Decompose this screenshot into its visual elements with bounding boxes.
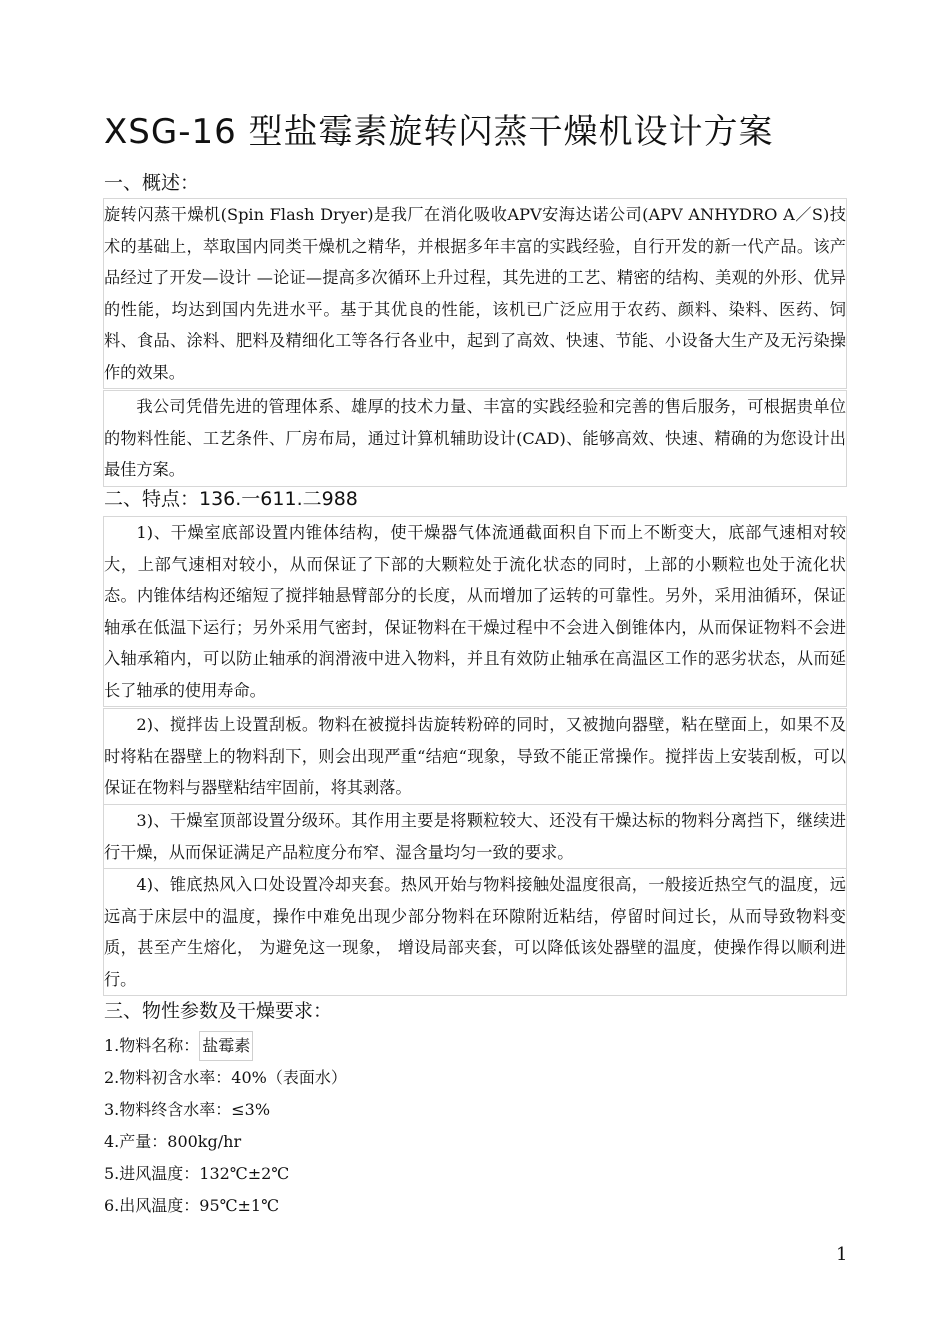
page-number: 1 [836, 1244, 848, 1265]
param-item: 4.产量：800kg/hr [104, 1132, 242, 1151]
overview-heading: 一、概述： [104, 172, 200, 194]
param-item: 2.物料初含水率：40%（表面水） [104, 1068, 347, 1087]
feature-item: 4)、锥底热风入口处设置冷却夹套。热风开始与物料接触处温度很高，一般接近热空气的温度，远远高于床层中的温度，操作中难免出现少部分物料在环隙附近粘结，停留时间过长，从而导致物料变质，甚至产生熔化， 为避免这一现象， 增设局部夹套，可以降低该处器壁的温度，使操作得以顺利进行。 [103, 868, 847, 996]
overview-paragraph-1: 旋转闪蒸干燥机(Spin Flash Dryer)是我厂在消化吸收APV安海达诺公司(APV ANHYDRO A／S)技术的基础上，萃取国内同类干燥机之精华，并根据多年丰富的实践经验，自行开发的新一代产品。该产品经过了开发—设计 —论证—提高多次循环上升过程，其先进的工艺、精密的结构、美观的外形、优异的性能，均达到国内先进水平。基于其优良的性能，该机已广泛应用于农药、颜料、染料、医药、饲料、食品、涂料、肥料及精细化工等各行各业中，起到了高效、快速、节能、小设备大生产及无污染操作的效果。 [103, 198, 847, 389]
param-item: 5.进风温度：132℃±2℃ [104, 1164, 290, 1183]
overview-paragraph-2: 我公司凭借先进的管理体系、雄厚的技术力量、丰富的实践经验和完善的售后服务，可根据贵单位的物料性能、工艺条件、厂房布局，通过计算机辅助设计(CAD)、能够高效、快速、精确的为您设计出最佳方案。 [103, 390, 847, 487]
feature-item: 2)、搅拌齿上设置刮板。物料在被搅抖齿旋转粉碎的同时，又被抛向器壁，粘在壁面上，如果不及时将粘在器壁上的物料刮下，则会出现严重“结疤“现象，导致不能正常操作。搅拌齿上安装刮板，可以保证在物料与器壁粘结牢固前，将其剥落。 [103, 708, 847, 805]
document-title: XSG-16 型盐霉素旋转闪蒸干燥机设计方案 [104, 112, 774, 152]
param-item: 6.出风温度：95℃±1℃ [104, 1196, 280, 1215]
param-item-material [104, 1030, 347, 1062]
feature-item: 3)、干燥室顶部设置分级环。其作用主要是将颗粒较大、还没有干燥达标的物料分离挡下，继续进行干燥，从而保证满足产品粒度分布窄、湿含量均匀一致的要求。 [103, 804, 847, 869]
param-value-box: 盐霉素 [199, 1031, 253, 1061]
param-label: 1.物料名称： [104, 1036, 200, 1055]
param-item: 3.物料终含水率：≤3% [104, 1100, 271, 1119]
features-heading: 二、特点：136.一611.二988 [104, 488, 358, 510]
params-list [104, 1030, 347, 1222]
feature-item: 1)、干燥室底部设置内锥体结构，使干燥器气体流通截面积自下而上不断变大，底部气速相对较大，上部气速相对较小，从而保证了下部的大颗粒处于流化状态的同时，上部的小颗粒也处于流化状态。内锥体结构还缩短了搅拌轴悬臂部分的长度，从而增加了运转的可靠性。另外，采用油循环，保证轴承在低温下运行；另外采用气密封，保证物料在干燥过程中不会进入倒锥体内，从而保证物料不会进入轴承箱内，可以防止轴承的润滑液中进入物料，并且有效防止轴承在高温区工作的恶劣状态，从而延长了轴承的使用寿命。 [103, 516, 847, 707]
params-heading: 三、物性参数及干燥要求： [104, 1000, 333, 1022]
